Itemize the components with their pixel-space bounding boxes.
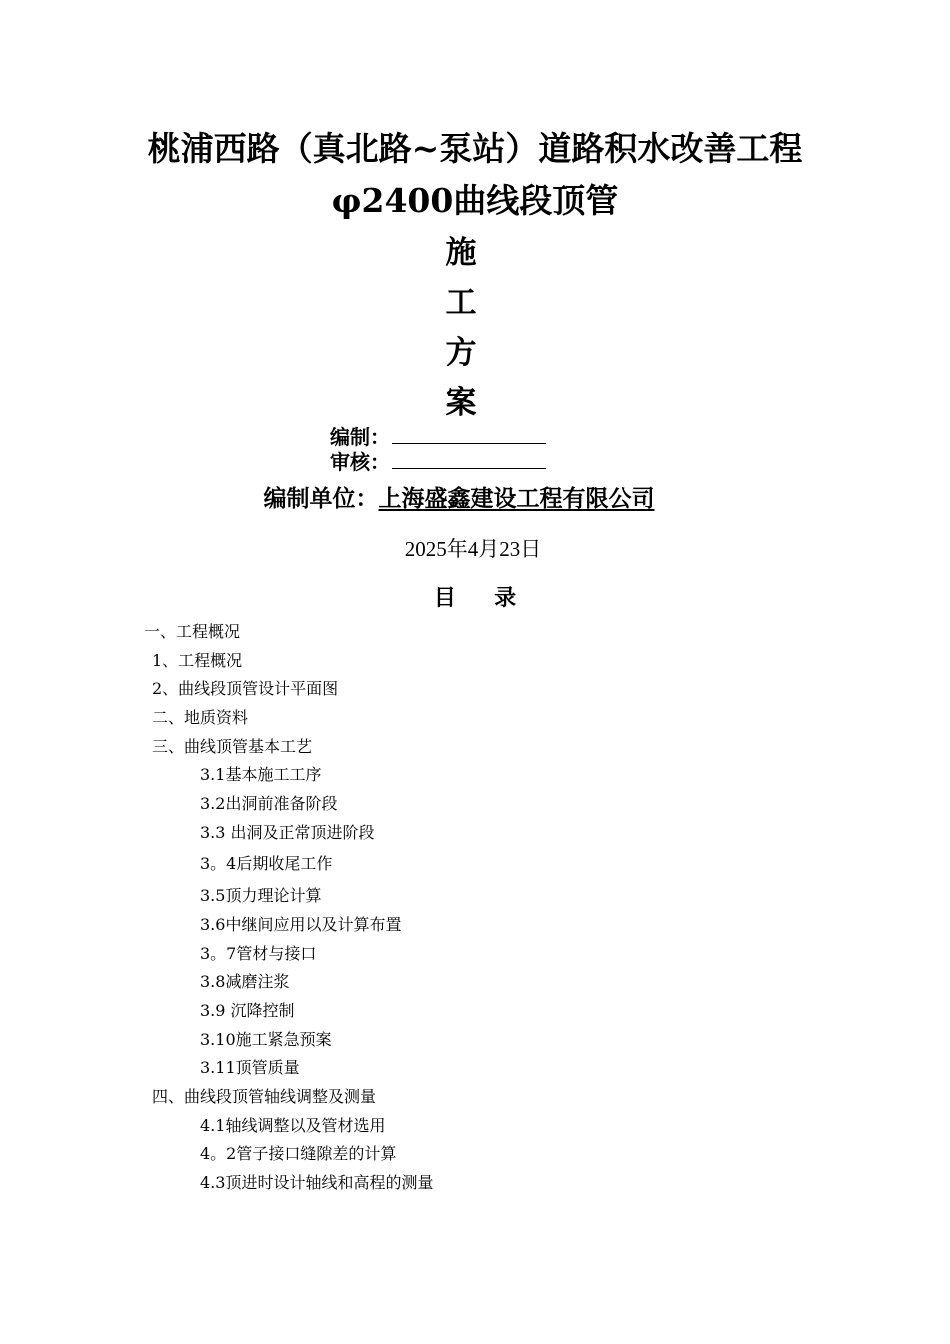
- toc-item: 3.2出洞前准备阶段: [200, 794, 338, 813]
- compiling-unit-row: [0, 484, 918, 514]
- compiling-unit-value: 上海盛鑫建设工程有限公司: [378, 485, 655, 512]
- toc-item: 二、地质资料: [152, 708, 249, 727]
- toc-item: 3.9 沉降控制: [200, 1001, 295, 1020]
- toc-item: 3.8减磨注浆: [200, 972, 290, 991]
- compiling-unit-label: 编制单位：: [263, 485, 379, 512]
- reviewed-by-label: 审核：: [330, 450, 390, 474]
- compiled-by-row: [330, 425, 546, 449]
- toc-item: 3.6中继间应用以及计算布置: [200, 915, 402, 934]
- toc-item: 3.10施工紧急预案: [200, 1030, 332, 1049]
- title-line-2: φ2400曲线段顶管: [331, 181, 619, 220]
- toc-title: 目 录: [433, 585, 517, 611]
- title-char-2: 工: [445, 285, 477, 321]
- toc-item: 4.1轴线调整以及管材选用: [200, 1116, 386, 1135]
- toc-item: 4。2管子接口缝隙差的计算: [200, 1144, 397, 1163]
- toc-item: 3.3 出洞及正常顶进阶段: [200, 823, 375, 842]
- toc-item: 四、曲线段顶管轴线调整及测量: [152, 1087, 377, 1106]
- title-line-1: 桃浦西路（真北路~泵站）道路积水改善工程: [147, 129, 803, 168]
- reviewed-by-row: [330, 450, 546, 474]
- toc-item: 三、曲线顶管基本工艺: [152, 737, 313, 756]
- reviewed-by-blank-line: [392, 450, 546, 469]
- compiled-by-blank-line: [392, 425, 546, 444]
- toc-item: 3.1基本施工工序: [200, 765, 322, 784]
- toc-item: 一、工程概况: [144, 622, 241, 641]
- title-char-1: 施: [445, 235, 477, 271]
- title-char-4: 案: [445, 385, 477, 421]
- document-date: 2025年4月23日: [404, 537, 542, 561]
- toc-item: 3。4后期收尾工作: [200, 854, 333, 873]
- toc-item: 3.5顶力理论计算: [200, 886, 322, 905]
- toc-item: 4.3顶进时设计轴线和高程的测量: [200, 1173, 434, 1192]
- toc-item: 3.11顶管质量: [200, 1058, 300, 1077]
- toc-item: 3。7管材与接口: [200, 944, 317, 963]
- toc-item: 1、工程概况: [152, 651, 243, 670]
- toc-item: 2、曲线段顶管设计平面图: [152, 679, 339, 698]
- compiled-by-label: 编制：: [330, 425, 390, 449]
- title-char-3: 方: [445, 335, 477, 371]
